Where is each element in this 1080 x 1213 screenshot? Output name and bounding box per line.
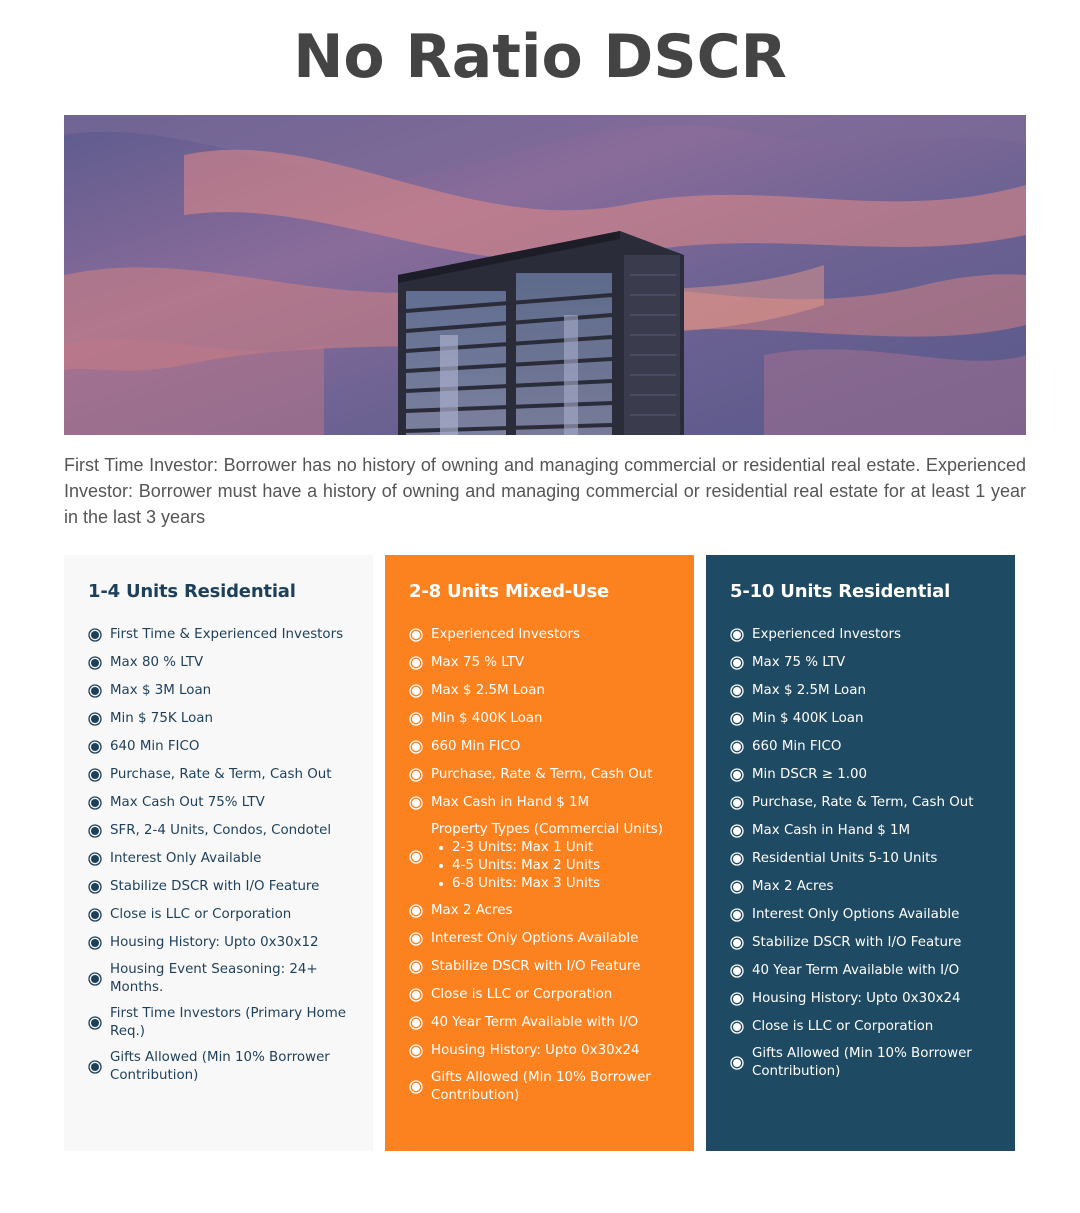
- feature-text: 640 Min FICO: [110, 739, 200, 754]
- feature-item: [730, 793, 1001, 813]
- feature-text: Housing Event Seasoning: 24+ Months.: [110, 962, 318, 995]
- card-title: 1-4 Units Residential: [88, 581, 296, 602]
- feature-text: Property Types (Commercial Units): [431, 822, 663, 837]
- bullet-icon: [88, 1016, 102, 1030]
- feature-list: [409, 625, 680, 1105]
- bullet-icon: [88, 796, 102, 810]
- bullet-icon: [730, 824, 744, 838]
- feature-item: [88, 877, 359, 897]
- feature-text: Interest Only Options Available: [431, 931, 639, 946]
- feature-item: [88, 905, 359, 925]
- feature-text: Experienced Investors: [752, 627, 901, 642]
- feature-item: [88, 793, 359, 813]
- dot-icon: [439, 846, 443, 850]
- feature-text: Interest Only Options Available: [752, 907, 960, 922]
- bullet-icon: [88, 684, 102, 698]
- feature-text: Max Cash in Hand $ 1M: [431, 795, 590, 810]
- card-title: 5-10 Units Residential: [730, 581, 951, 602]
- sub-feature-list: [439, 839, 663, 893]
- feature-item: [88, 821, 359, 841]
- feature-text: Max Cash in Hand $ 1M: [752, 823, 911, 838]
- investor-definitions: First Time Investor: Borrower has no history of owning and managing commercial or residential real estate. Experienced Investor: Borrower must have a history of owning and managing commercial or residential real estate for at least 1 year in the last 3 years: [64, 455, 1026, 527]
- bullet-icon: [730, 740, 744, 754]
- bullet-icon: [88, 880, 102, 894]
- feature-item: [730, 653, 1001, 673]
- feature-text: Purchase, Rate & Term, Cash Out: [752, 795, 974, 810]
- feature-text: Min DSCR ≥ 1.00: [752, 767, 868, 782]
- feature-text: Housing History: Upto 0x30x24: [752, 991, 961, 1006]
- bullet-icon: [730, 1020, 744, 1034]
- feature-item: [730, 905, 1001, 925]
- feature-list: [88, 625, 359, 1085]
- feature-text: Stabilize DSCR with I/O Feature: [431, 959, 641, 974]
- feature-text: Close is LLC or Corporation: [752, 1019, 934, 1034]
- bullet-icon: [409, 904, 423, 918]
- bullet-icon: [88, 768, 102, 782]
- bullet-icon: [88, 1060, 102, 1074]
- feature-item: [730, 877, 1001, 897]
- bullet-icon: [730, 656, 744, 670]
- bullet-icon: [409, 712, 423, 726]
- page-title: No Ratio DSCR: [293, 22, 787, 92]
- feature-item: [409, 653, 680, 673]
- bullet-icon: [730, 1056, 744, 1070]
- feature-item: [409, 793, 680, 813]
- dot-icon: [439, 882, 443, 886]
- card-5-10-units-residential: [706, 555, 1015, 1151]
- bullet-icon: [88, 824, 102, 838]
- sub-feature-text: 6-8 Units: Max 3 Units: [452, 876, 601, 891]
- feature-text: Gifts Allowed (Min 10% Borrower Contribution): [110, 1050, 330, 1083]
- bullet-icon: [409, 850, 423, 864]
- feature-item: [409, 985, 680, 1005]
- bullet-icon: [730, 768, 744, 782]
- feature-item: [409, 1041, 680, 1061]
- feature-text: Max Cash Out 75% LTV: [110, 795, 265, 810]
- feature-text: Purchase, Rate & Term, Cash Out: [110, 767, 332, 782]
- bullet-icon: [88, 936, 102, 950]
- feature-item: [88, 709, 359, 729]
- feature-item: [730, 933, 1001, 953]
- feature-list: [730, 625, 1001, 1081]
- bullet-icon: [730, 712, 744, 726]
- bullet-icon: [409, 656, 423, 670]
- bullet-icon: [730, 992, 744, 1006]
- bullet-icon: [730, 936, 744, 950]
- feature-text: First Time Investors (Primary Home Req.): [110, 1006, 346, 1039]
- sub-feature-text: 4-5 Units: Max 2 Units: [452, 858, 601, 873]
- feature-item: [730, 737, 1001, 757]
- feature-item: [409, 681, 680, 701]
- feature-item: [730, 821, 1001, 841]
- bullet-icon: [409, 768, 423, 782]
- feature-text: 660 Min FICO: [752, 739, 842, 754]
- feature-text: 40 Year Term Available with I/O: [752, 963, 960, 978]
- feature-item: [409, 1069, 680, 1105]
- feature-item: [409, 929, 680, 949]
- feature-item: [409, 625, 680, 645]
- feature-item: [409, 1013, 680, 1033]
- feature-text: SFR, 2-4 Units, Condos, Condotel: [110, 823, 332, 838]
- bullet-icon: [88, 972, 102, 986]
- bullet-icon: [88, 852, 102, 866]
- feature-item: [409, 901, 680, 921]
- feature-text: Max 75 % LTV: [431, 655, 525, 670]
- feature-text: Max $ 3M Loan: [110, 683, 212, 698]
- feature-item: [88, 961, 359, 997]
- feature-item: [409, 737, 680, 757]
- feature-item: [730, 1045, 1001, 1081]
- feature-text: Interest Only Available: [110, 851, 262, 866]
- feature-text: Min $ 400K Loan: [431, 711, 543, 726]
- feature-text: Max 2 Acres: [752, 879, 834, 894]
- bullet-icon: [409, 740, 423, 754]
- feature-item: [409, 821, 680, 893]
- feature-item: [88, 653, 359, 673]
- bullet-icon: [409, 1044, 423, 1058]
- bullet-icon: [88, 656, 102, 670]
- bullet-icon: [730, 628, 744, 642]
- feature-text: Max 2 Acres: [431, 903, 513, 918]
- feature-text: Gifts Allowed (Min 10% Borrower Contribution): [431, 1070, 651, 1103]
- feature-item: [730, 849, 1001, 869]
- feature-item: [88, 933, 359, 953]
- bullet-icon: [730, 908, 744, 922]
- bullet-icon: [409, 628, 423, 642]
- feature-text: Gifts Allowed (Min 10% Borrower Contribution): [752, 1046, 972, 1079]
- feature-text: Housing History: Upto 0x30x12: [110, 935, 319, 950]
- feature-item: [730, 681, 1001, 701]
- hero-building-image: [64, 115, 1026, 435]
- feature-text: Max $ 2.5M Loan: [752, 683, 866, 698]
- bullet-icon: [409, 796, 423, 810]
- feature-text: Housing History: Upto 0x30x24: [431, 1043, 640, 1058]
- card-title: 2-8 Units Mixed-Use: [409, 581, 609, 602]
- bullet-icon: [88, 712, 102, 726]
- bullet-icon: [409, 960, 423, 974]
- sub-feature-item: [439, 875, 663, 893]
- feature-text: Min $ 400K Loan: [752, 711, 864, 726]
- feature-item: [88, 737, 359, 757]
- bullet-icon: [409, 932, 423, 946]
- feature-text: Experienced Investors: [431, 627, 580, 642]
- feature-item: [730, 625, 1001, 645]
- feature-item: [88, 1049, 359, 1085]
- feature-item: [730, 961, 1001, 981]
- feature-item: [88, 681, 359, 701]
- feature-text: 660 Min FICO: [431, 739, 521, 754]
- bullet-icon: [730, 880, 744, 894]
- sub-feature-text: 2-3 Units: Max 1 Unit: [452, 840, 594, 855]
- feature-item: [409, 709, 680, 729]
- sub-feature-item: [439, 857, 663, 875]
- feature-text: Max $ 2.5M Loan: [431, 683, 545, 698]
- feature-text: Purchase, Rate & Term, Cash Out: [431, 767, 653, 782]
- card-2-8-units-mixed-use: [385, 555, 694, 1151]
- feature-item: [409, 765, 680, 785]
- bullet-icon: [730, 684, 744, 698]
- feature-item: [88, 1005, 359, 1041]
- feature-text: Min $ 75K Loan: [110, 711, 213, 726]
- feature-text: Max 75 % LTV: [752, 655, 846, 670]
- bullet-icon: [730, 852, 744, 866]
- feature-text: 40 Year Term Available with I/O: [431, 1015, 639, 1030]
- feature-text: Stabilize DSCR with I/O Feature: [752, 935, 962, 950]
- feature-text: Close is LLC or Corporation: [110, 907, 292, 922]
- bullet-icon: [88, 740, 102, 754]
- bullet-icon: [88, 908, 102, 922]
- bullet-icon: [88, 628, 102, 642]
- feature-item: [730, 709, 1001, 729]
- feature-item: [88, 849, 359, 869]
- feature-text: Max 80 % LTV: [110, 655, 204, 670]
- bullet-icon: [730, 964, 744, 978]
- feature-text: Stabilize DSCR with I/O Feature: [110, 879, 320, 894]
- feature-item: [730, 765, 1001, 785]
- feature-item: [88, 765, 359, 785]
- bullet-icon: [730, 796, 744, 810]
- bullet-icon: [409, 1016, 423, 1030]
- bullet-icon: [409, 1080, 423, 1094]
- feature-item: [730, 1017, 1001, 1037]
- sub-feature-item: [439, 839, 663, 857]
- feature-text: Residential Units 5-10 Units: [752, 851, 938, 866]
- bullet-icon: [409, 684, 423, 698]
- card-1-4-units-residential: [64, 555, 373, 1151]
- dot-icon: [439, 864, 443, 868]
- feature-text: Close is LLC or Corporation: [431, 987, 613, 1002]
- feature-item: [409, 957, 680, 977]
- feature-item: [730, 989, 1001, 1009]
- bullet-icon: [409, 988, 423, 1002]
- feature-item: [88, 625, 359, 645]
- feature-text: First Time & Experienced Investors: [110, 627, 344, 642]
